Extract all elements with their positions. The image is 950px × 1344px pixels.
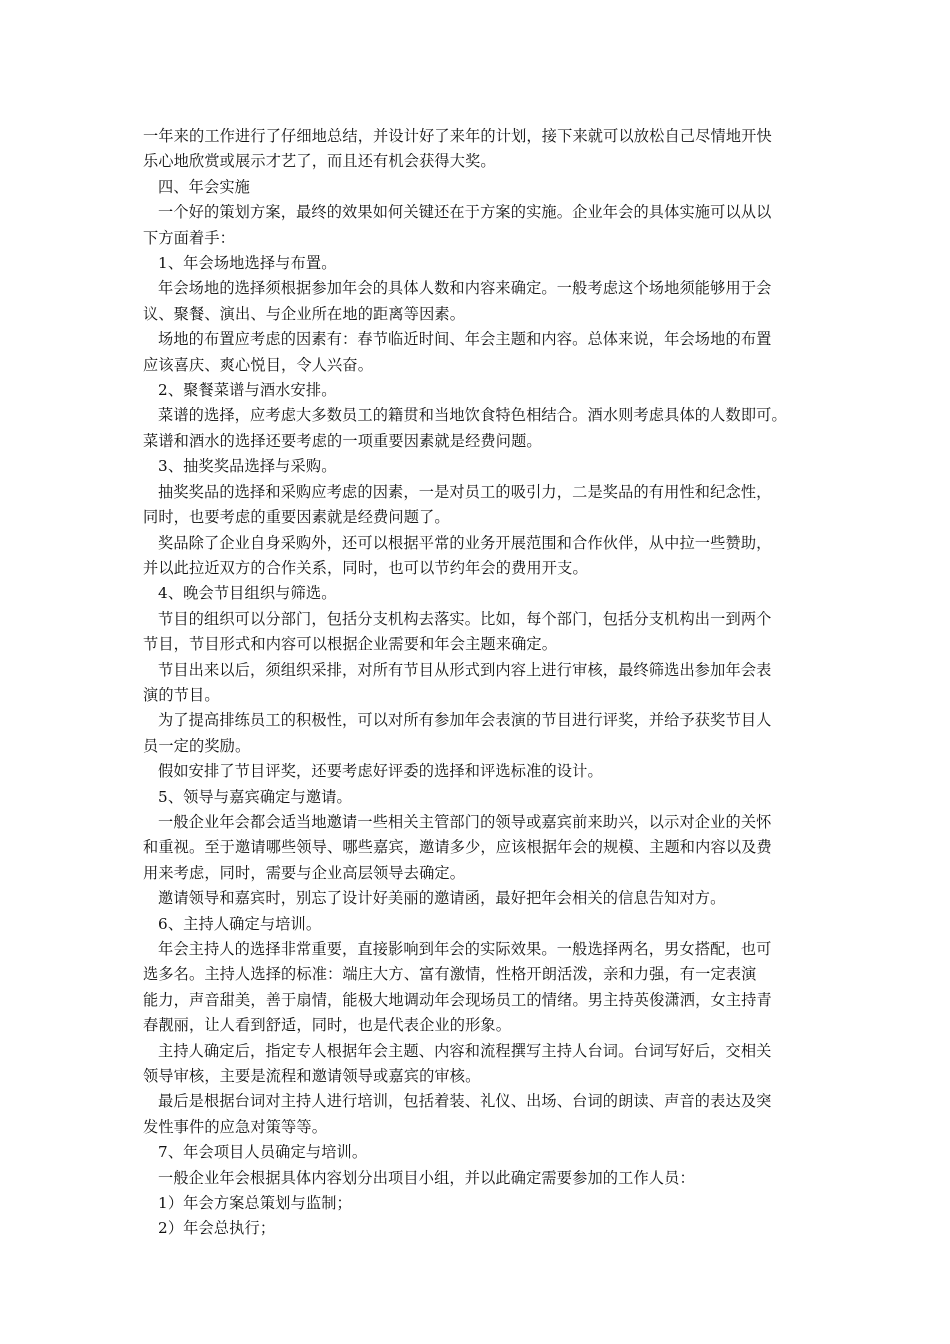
text-line: 为了提高排练员工的积极性，可以对所有参加年会表演的节目进行评奖，并给予获奖节目人	[158, 711, 772, 730]
text-line: 一年来的工作进行了仔细地总结，并设计好了来年的计划，接下来就可以放松自己尽情地开快	[143, 127, 772, 145]
text-line: 菜谱的选择，应考虑大多数员工的籍贯和当地饮食特色相结合。酒水则考虑具体的人数即可。	[158, 406, 787, 425]
text-line: 春靓丽，让人看到舒适，同时，也是代表企业的形象。	[143, 1016, 512, 1035]
subsection-heading: 3、抽奖奖品选择与采购。	[158, 457, 337, 476]
text-line: 节目，节目形式和内容可以根据企业需要和年会主题来确定。	[143, 635, 558, 654]
text-line: 员一定的奖励。	[143, 736, 251, 755]
subsection-heading: 6、主持人确定与培训。	[158, 914, 322, 933]
text-line: 下方面着手：	[143, 228, 236, 247]
subsection-heading: 2、聚餐菜谱与酒水安排。	[158, 381, 337, 400]
text-line: 并以此拉近双方的合作关系，同时，也可以节约年会的费用开支。	[143, 558, 588, 577]
text-line: 抽奖奖品的选择和采购应考虑的因素，一是对员工的吸引力，二是奖品的有用性和纪念性，	[158, 482, 772, 501]
text-line: 应该喜庆、爽心悦目，令人兴奋。	[143, 355, 374, 374]
text-line: 乐心地欣赏或展示才艺了，而且还有机会获得大奖。	[143, 152, 496, 171]
text-line: 议、聚餐、演出、与企业所在地的距离等因素。	[143, 304, 466, 323]
text-line: 年会主持人的选择非常重要，直接影响到年会的实际效果。一般选择两名，男女搭配，也可	[158, 940, 772, 958]
section-heading: 四、年会实施	[158, 177, 251, 196]
text-line: 领导审核，主要是流程和邀请领导或嘉宾的审核。	[143, 1067, 481, 1086]
subsection-heading: 4、晚会节目组织与筛选。	[158, 584, 337, 603]
text-line: 同时，也要考虑的重要因素就是经费问题了。	[143, 508, 450, 527]
text-line: 用来考虑，同时，需要与企业高层领导去确定。	[143, 863, 466, 882]
document-page	[143, 124, 807, 1242]
text-line: 演的节目。	[143, 685, 220, 704]
text-line: 能力，声音甜美，善于扇情，能极大地调动年会现场员工的情绪。男主持英俊潇洒，女主持青	[143, 990, 772, 1009]
text-line: 邀请领导和嘉宾时，别忘了设计好美丽的邀请函，最好把年会相关的信息告知对方。	[158, 889, 726, 908]
text-line: 场地的布置应考虑的因素有：春节临近时间、年会主题和内容。总体来说，年会场地的布置	[158, 330, 772, 349]
text-line: 主持人确定后，指定专人根据年会主题、内容和流程撰写主持人台词。台词写好后，交相关	[158, 1041, 772, 1060]
text-line: 一般企业年会根据具体内容划分出项目小组，并以此确定需要参加的工作人员：	[158, 1168, 695, 1187]
text-line: 假如安排了节目评奖，还要考虑好评委的选择和评选标准的设计。	[158, 762, 603, 781]
subsection-heading: 5、领导与嘉宾确定与邀请。	[158, 787, 352, 806]
text-line: 最后是根据台词对主持人进行培训，包括着装、礼仪、出场、台词的朗读、声音的表达及突	[158, 1092, 772, 1111]
text-line: 一般企业年会都会适当地邀请一些相关主管部门的领导或嘉宾前来助兴，以示对企业的关怀	[158, 812, 772, 831]
text-line: 菜谱和酒水的选择还要考虑的一项重要因素就是经费问题。	[143, 431, 542, 450]
text-line: 年会场地的选择须根据参加年会的具体人数和内容来确定。一般考虑这个场地须能够用于会	[158, 279, 772, 298]
text-line: 和重视。至于邀请哪些领导、哪些嘉宾，邀请多少，应该根据年会的规模、主题和内容以及费	[143, 838, 772, 857]
subsection-heading: 7、年会项目人员确定与培训。	[158, 1143, 368, 1162]
text-line: 奖品除了企业自身采购外，还可以根据平常的业务开展范围和合作伙伴，从中拉一些赞助，	[158, 533, 772, 552]
subsection-heading: 1、年会场地选择与布置。	[158, 254, 337, 273]
text-line: 选多名。主持人选择的标准：端庄大方、富有激情，性格开朗活泼，亲和力强，有一定表演	[143, 965, 757, 984]
list-item: 2）年会总执行；	[158, 1219, 276, 1238]
list-item: 1）年会方案总策划与监制；	[158, 1194, 352, 1213]
text-line: 一个好的策划方案，最终的效果如何关键还在于方案的实施。企业年会的具体实施可以从以	[158, 203, 772, 222]
text-line: 发性事件的应急对策等等。	[143, 1117, 328, 1136]
text-line: 节目的组织可以分部门，包括分支机构去落实。比如，每个部门，包括分支机构出一到两个	[158, 609, 772, 628]
text-line: 节目出来以后，须组织采排，对所有节目从形式到内容上进行审核，最终筛选出参加年会表	[158, 660, 772, 679]
